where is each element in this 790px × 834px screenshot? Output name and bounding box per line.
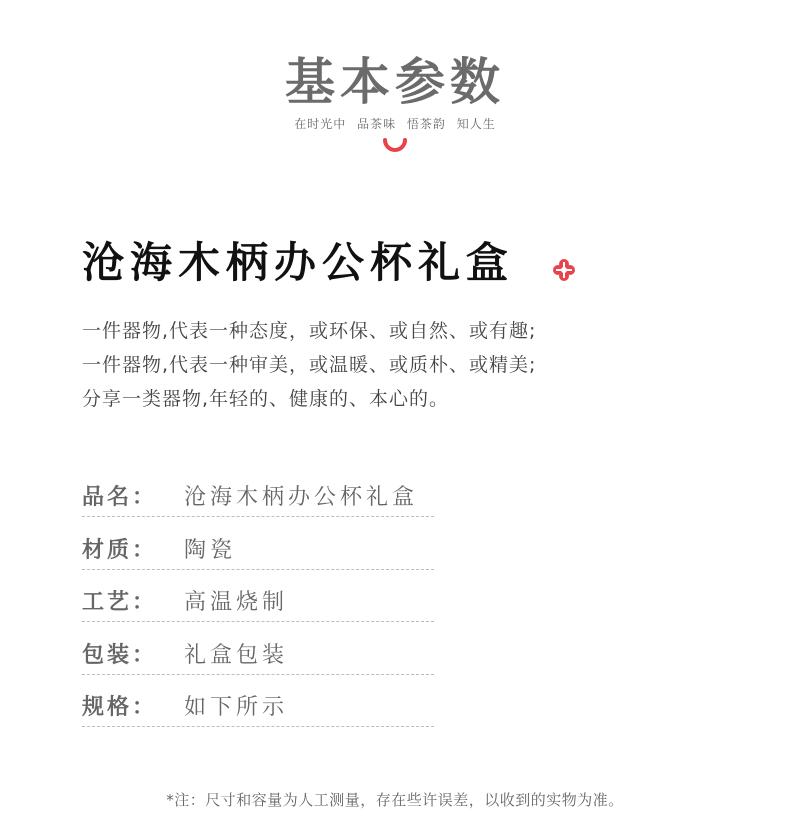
header — [0, 0, 790, 160]
red-arc-ornament — [383, 138, 407, 152]
param-row-craft — [82, 579, 442, 632]
page-title: 基本参数 — [285, 52, 505, 111]
param-value: 礼盒包装 — [184, 642, 289, 668]
description-line: 一件器物,代表一种审美，或温暖、或质朴、或精美; — [82, 354, 537, 376]
param-label: 工艺： — [82, 590, 158, 615]
param-row-name — [82, 474, 442, 527]
param-value: 陶瓷 — [184, 537, 237, 563]
param-label: 包装： — [82, 642, 158, 668]
footnote: *注：尺寸和容量为人工测量，存在些许误差，以收到的实物为准。 — [166, 791, 624, 809]
parameter-list — [82, 474, 442, 737]
product-description — [82, 314, 702, 416]
subtitle-part: 品茶味 — [357, 117, 397, 131]
description-line: 分享一类器物,年轻的、健康的、本心的。 — [82, 388, 450, 410]
param-label: 材质： — [82, 537, 158, 563]
param-value: 如下所示 — [184, 695, 289, 720]
dashed-divider — [82, 621, 434, 622]
dashed-divider — [82, 569, 434, 570]
description-line: 一件器物,代表一种态度，或环保、或自然、或有趣; — [82, 320, 537, 342]
param-row-packaging — [82, 632, 442, 685]
param-row-material — [82, 527, 442, 580]
subtitle-part: 知人生 — [456, 117, 496, 131]
param-value: 沧海木柄办公杯礼盒 — [184, 485, 419, 510]
page-subtitle — [0, 116, 790, 132]
dashed-divider — [82, 516, 434, 517]
dashed-divider — [82, 726, 434, 727]
product-title: 沧海木柄办公杯礼盒 — [82, 238, 515, 287]
param-label: 品名： — [82, 485, 158, 510]
param-label: 规格： — [82, 695, 158, 720]
subtitle-part: 悟茶韵 — [406, 117, 446, 131]
param-row-spec — [82, 684, 442, 737]
subtitle-part: 在时光中 — [294, 117, 347, 131]
param-value: 高温烧制 — [184, 590, 289, 615]
dashed-divider — [82, 674, 434, 675]
flower-icon — [551, 257, 577, 283]
